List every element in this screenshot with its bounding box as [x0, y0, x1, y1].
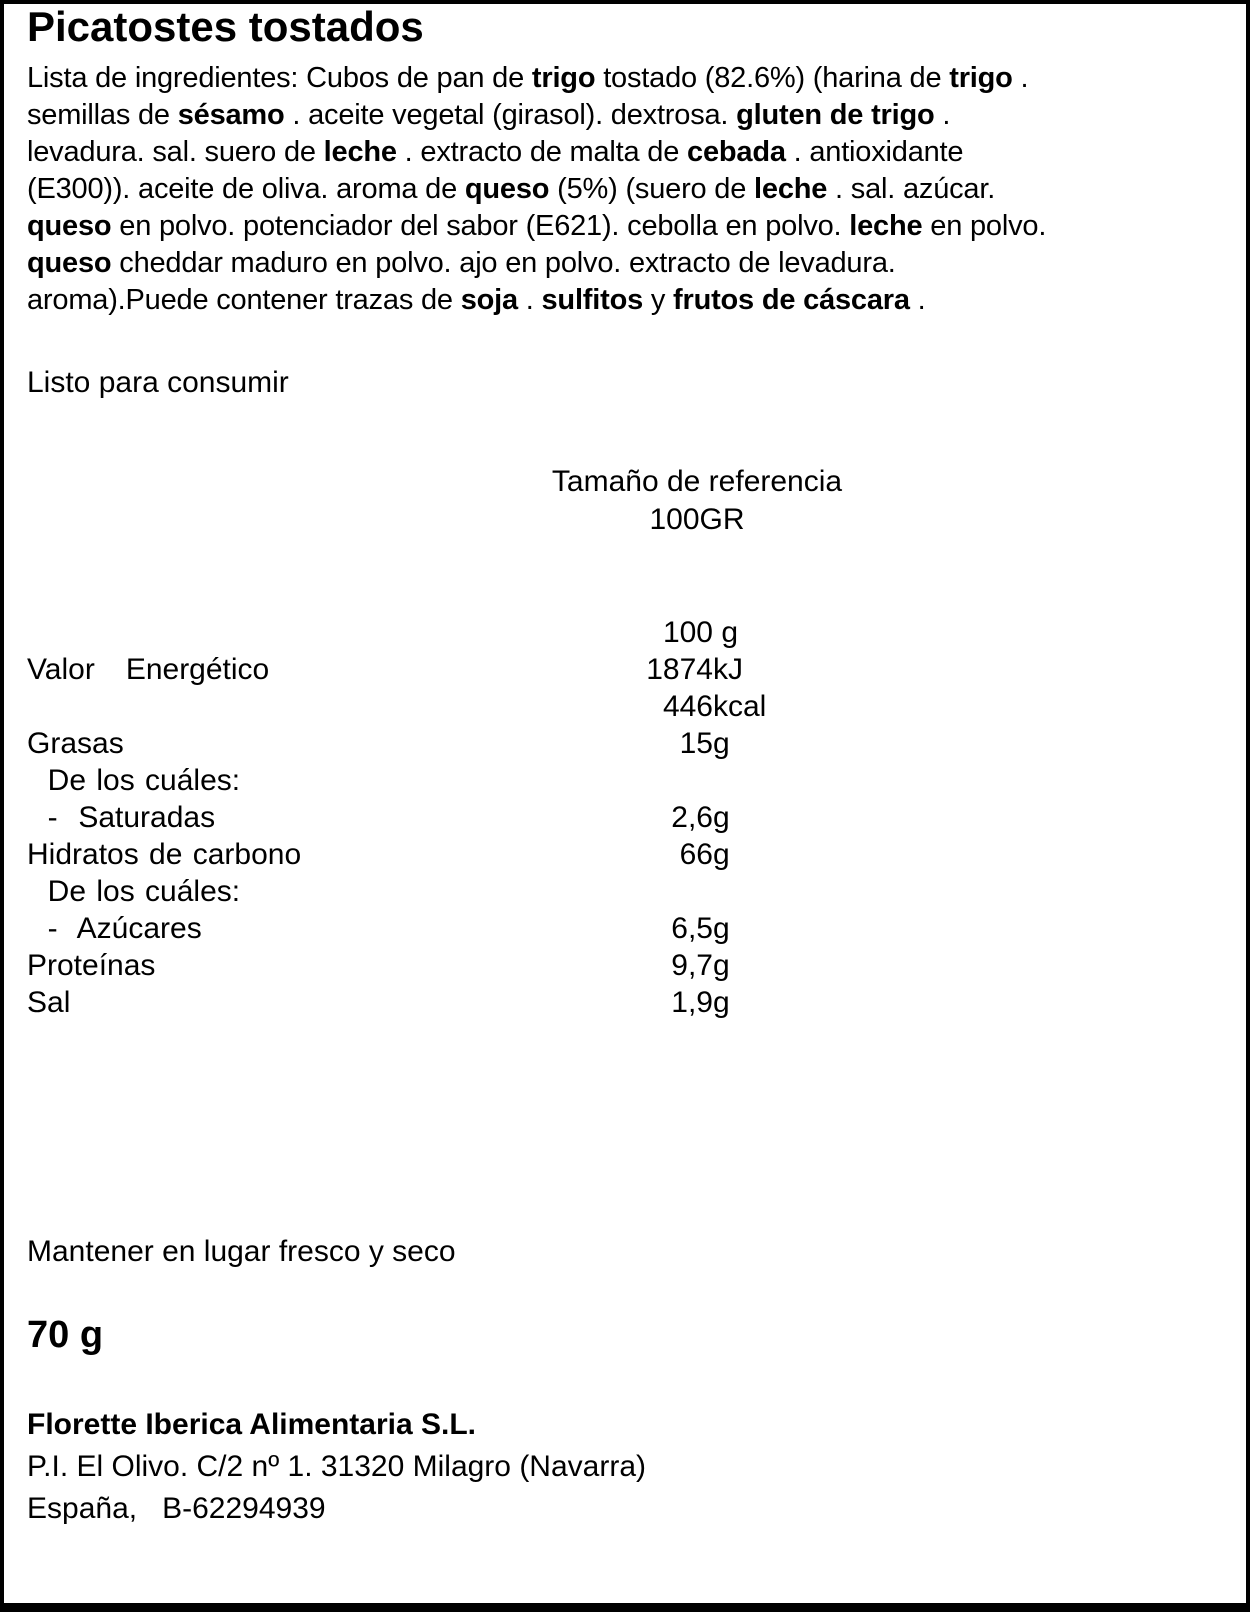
nutrient-unit: g	[713, 912, 730, 945]
ingredient-text: . aceite vegetal (girasol). dextrosa.	[284, 99, 737, 131]
ingredient-text: tostado (82.6%) (harina de	[595, 62, 950, 94]
ingredient-text: (5%) (suero de	[549, 173, 755, 205]
ingredient-text: .	[1012, 62, 1029, 94]
allergen-bold: queso	[27, 210, 112, 242]
nutrient-value: 1,9	[671, 986, 713, 1019]
net-weight: 70 g	[27, 1314, 104, 1356]
allergen-bold: leche	[754, 173, 828, 205]
nutrition-row	[0, 651, 1250, 688]
ingredient-text: levadura. sal. suero de	[27, 136, 324, 168]
nutrient-unit: g	[713, 616, 739, 649]
ingredient-text: Lista de ingredientes: Cubos de pan de	[27, 62, 532, 94]
ingredient-text: aroma).Puede contener trazas de	[27, 284, 461, 316]
allergen-bold: queso	[464, 173, 550, 205]
nutrient-unit: g	[713, 727, 730, 760]
nutrient-unit: g	[713, 986, 730, 1019]
allergen-bold: sésamo	[177, 99, 285, 131]
ingredients-line	[27, 60, 1046, 97]
nutrient-value: 446	[662, 690, 713, 723]
nutrient-unit: g	[713, 838, 730, 871]
nutrient-unit: kcal	[713, 690, 767, 723]
nutrition-row	[0, 910, 1250, 947]
allergen-bold: gluten de trigo	[736, 99, 935, 131]
storage-instructions: Mantener en lugar fresco y seco	[27, 1235, 456, 1268]
nutrition-row	[0, 762, 1250, 799]
ingredient-text: en polvo.	[922, 210, 1047, 242]
nutrient-value: 2,6	[671, 801, 713, 834]
ingredient-text: . sal. azúcar.	[827, 173, 996, 205]
nutrient-value: 100	[662, 616, 713, 649]
nutrient-value: 15	[679, 727, 713, 760]
ingredient-text: en polvo. potenciador del sabor (E621). cebolla en polvo.	[111, 210, 850, 242]
nutrient-value: 9,7	[671, 949, 713, 982]
nutrition-row	[0, 836, 1250, 873]
nutrient-value: 1874	[646, 653, 713, 686]
allergen-bold: soja	[460, 284, 518, 316]
allergen-bold: trigo	[949, 62, 1013, 94]
ingredients-line	[27, 134, 1046, 171]
allergen-bold: sulfitos	[541, 284, 644, 316]
nutrition-row	[0, 725, 1250, 762]
nutrient-label: De los cuáles:	[27, 875, 241, 908]
nutrient-label: - Saturadas	[27, 801, 216, 834]
nutrient-value: 66	[679, 838, 713, 871]
ingredient-text: .	[517, 284, 542, 316]
nutrition-row	[0, 688, 1250, 725]
reference-title: Tamaño de referencia	[551, 465, 843, 498]
ingredient-text: (E300)). aceite de oliva. aroma de	[27, 173, 465, 205]
nutrient-label: Grasas	[27, 727, 124, 760]
allergen-bold: leche	[849, 210, 923, 242]
nutrient-unit: g	[713, 801, 730, 834]
ingredient-text: . antioxidante	[785, 136, 964, 168]
nutrition-row	[0, 873, 1250, 910]
nutrition-row	[0, 947, 1250, 984]
allergen-bold: queso	[27, 247, 112, 279]
nutrient-unit: g	[713, 949, 730, 982]
nutrient-value: 6,5	[671, 912, 713, 945]
allergen-bold: frutos de cáscara	[673, 284, 910, 316]
ingredient-text: cheddar maduro en polvo. ajo en polvo. extracto de levadura.	[111, 247, 896, 279]
nutrient-label: Sal	[27, 986, 71, 1019]
manufacturer-address: P.I. El Olivo. C/2 nº 1. 31320 Milagro (Navarra)	[27, 1450, 646, 1483]
nutrient-label: De los cuáles:	[27, 764, 241, 797]
ingredients-line	[27, 171, 1046, 208]
manufacturer-country-registration: España, B-62294939	[27, 1492, 326, 1525]
ingredient-text: y	[643, 284, 674, 316]
nutrient-label: - Azúcares	[27, 912, 202, 945]
allergen-bold: trigo	[531, 62, 596, 94]
reference-size-block	[552, 463, 842, 539]
ingredients-line	[27, 245, 1046, 282]
nutrient-label: Valor Energético	[27, 653, 270, 686]
allergen-bold: leche	[323, 136, 397, 168]
nutrition-row	[0, 984, 1250, 1021]
ingredients-line	[27, 282, 1046, 319]
ready-to-eat-text: Listo para consumir	[27, 366, 289, 399]
nutrition-row	[0, 799, 1250, 836]
ingredient-text: .	[909, 284, 926, 316]
ingredients-line	[27, 97, 1046, 134]
ingredient-text: semillas de	[27, 99, 178, 131]
nutrition-row	[0, 614, 1250, 651]
nutrient-label: Hidratos de carbono	[27, 838, 302, 871]
ingredient-text: .	[934, 99, 951, 131]
nutrient-label: Proteínas	[27, 949, 156, 982]
reference-size-value: 100GR	[649, 503, 745, 536]
product-title: Picatostes tostados	[27, 3, 424, 50]
ingredient-text: . extracto de malta de	[396, 136, 688, 168]
allergen-bold: cebada	[687, 136, 786, 168]
nutrition-table	[0, 614, 1250, 1021]
ingredients-line	[27, 208, 1046, 245]
nutrient-unit: kJ	[713, 653, 743, 686]
manufacturer-name: Florette Iberica Alimentaria S.L.	[27, 1408, 477, 1441]
ingredients-list	[27, 60, 1046, 319]
